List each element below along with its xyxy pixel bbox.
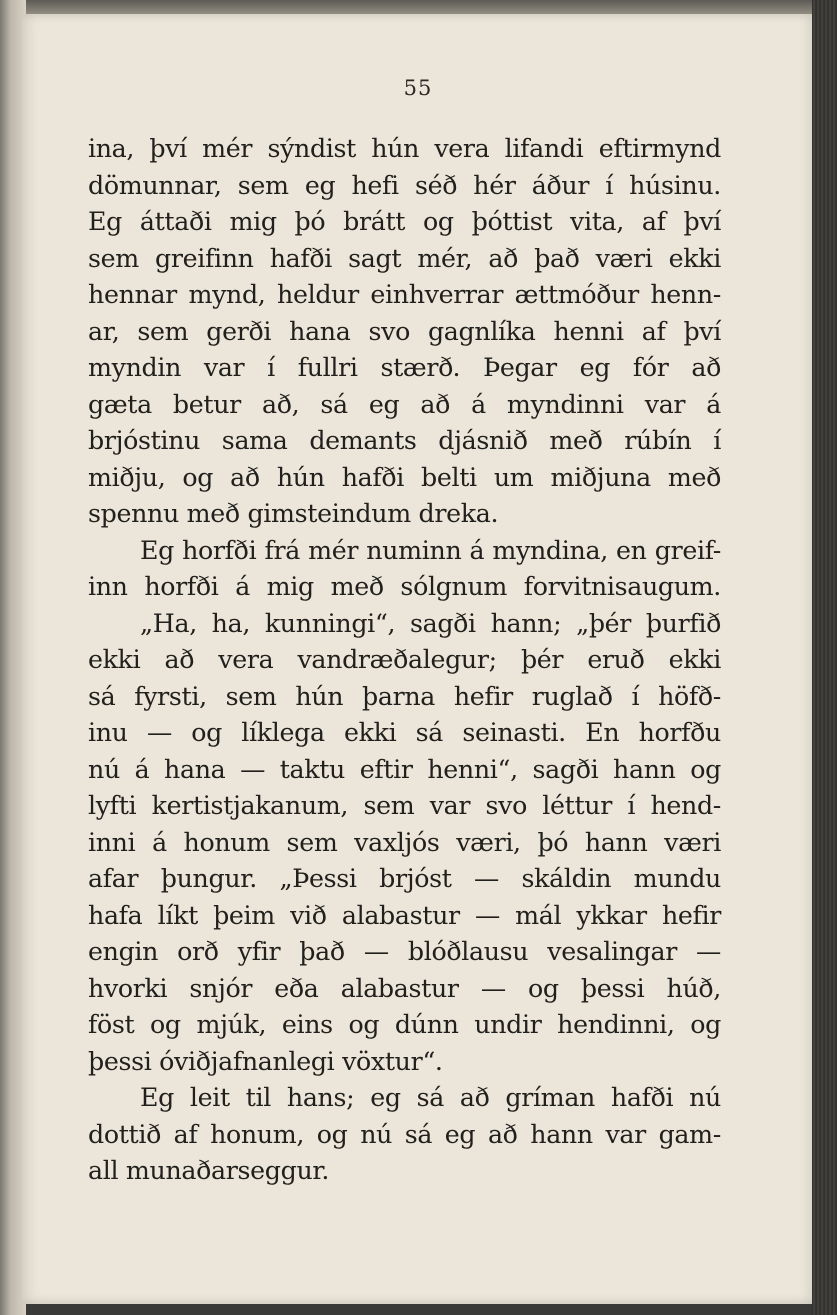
text-line: nú á hana — taktu eftir henni“, sagði hann og <box>88 754 721 784</box>
text-line: föst og mjúk, eins og dúnn undir hendinni, og <box>88 1010 721 1039</box>
text-line: miðju, og að hún hafði belti um miðjuna með <box>88 462 721 492</box>
text-line: þessi óviðjafnanlegi vöxtur“. <box>88 1046 443 1076</box>
book-page <box>22 14 814 1304</box>
text-line: sem greifinn hafði sagt mér, að það væri ekki <box>88 243 721 273</box>
text-line: inn horfði á mig með sólgnum forvitnisaugum. <box>88 572 721 601</box>
text-line: ekki að vera vandræðalegur; þér eruð ekki <box>88 645 721 674</box>
text-line: inni á honum sem vaxljós væri, þó hann væri <box>88 827 721 857</box>
text-line: gæta betur að, sá eg að á myndinni var á <box>88 389 721 419</box>
text-line: sá fyrsti, sem hún þarna hefir ruglað í höfð- <box>88 681 721 711</box>
text-line: dottið af honum, og nú sá eg að hann var gam- <box>88 1119 721 1149</box>
text-line: ar, sem gerði hana svo gagnlíka henni af því <box>88 316 721 346</box>
text-line: engin orð yfir það — blóðlausu vesalingar — <box>88 937 721 966</box>
text-line: Eg áttaði mig þó brátt og þóttist vita, af því <box>88 207 721 236</box>
text-line: brjóstinu sama demants djásnið með rúbín í <box>88 426 721 455</box>
book-fore-edge <box>812 0 837 1315</box>
text-line: hvorki snjór eða alabastur — og þessi húð, <box>88 973 721 1003</box>
text-line: afar þungur. „Þessi brjóst — skáldin mundu <box>88 864 721 893</box>
text-line: hafa líkt þeim við alabastur — mál ykkar hefir <box>88 900 721 930</box>
text-line: hennar mynd, heldur einhverrar ættmóður henn- <box>88 280 721 309</box>
text-line: Eg leit til hans; eg sá að gríman hafði nú <box>140 1083 721 1112</box>
text-line: all munaðarseggur. <box>88 1156 330 1185</box>
page-body-text <box>88 131 721 1190</box>
text-line: myndin var í fullri stærð. Þegar eg fór að <box>88 353 721 382</box>
text-line: inu — og líklega ekki sá seinasti. En horfðu <box>88 718 721 747</box>
page-number: 55 <box>403 76 433 100</box>
text-line: „Ha, ha, kunningi“, sagði hann; „þér þurfið <box>140 608 721 638</box>
text-line: lyfti kertistjakanum, sem var svo léttur í hend- <box>88 791 721 820</box>
text-line: Eg horfði frá mér numinn á myndina, en greif- <box>140 535 721 565</box>
text-line: ina, því mér sýndist hún vera lifandi eftirmynd <box>88 134 721 163</box>
text-line: spennu með gimsteindum dreka. <box>88 499 499 528</box>
text-line: dömunnar, sem eg hefi séð hér áður í húsinu. <box>88 170 721 200</box>
